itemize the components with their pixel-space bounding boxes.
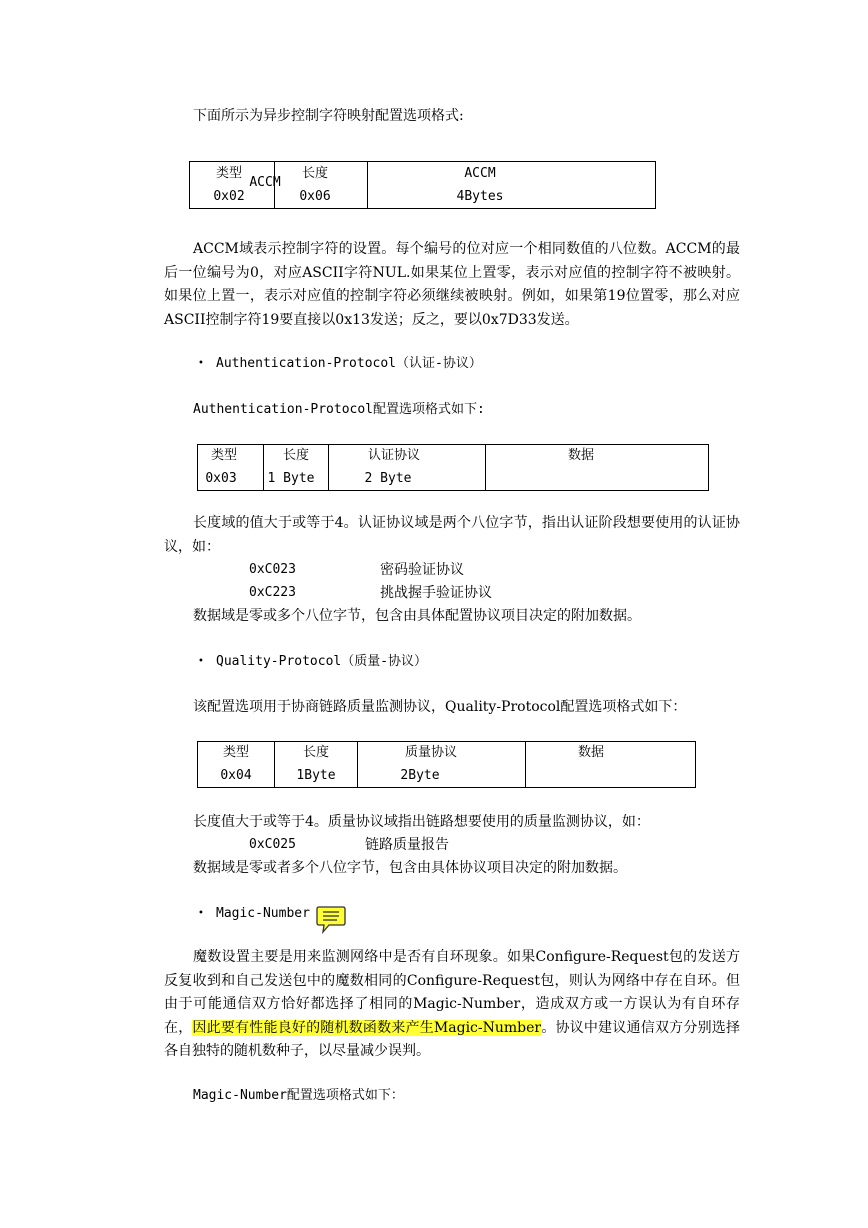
quality-type-value: 0x04 [220,768,252,783]
bullet-icon: • [198,908,204,919]
quality-protocol-value: 2Byte [400,768,440,783]
auth-format-table [197,444,709,491]
quality-format-table [197,741,696,788]
intro-text: 下面所示为异步控制字符映射配置选项格式: [193,108,464,124]
comment-note-icon[interactable] [315,904,347,934]
auth-protocol-value: 2 Byte [364,471,412,486]
quality-length-value: 1Byte [296,768,336,783]
protocol-code: 0xC025 [249,837,296,852]
auth-format-line: Authentication-Protocol配置选项格式如下: [193,402,485,417]
magic-format-line: Magic-Number配置选项格式如下： [193,1088,404,1103]
auth-type-header: 类型 [210,448,237,463]
magic-description-text: 魔数设置主要是用来监测网络中是否有自环现象。如果Configure-Request包的发送方反复收到和自己发送包中的魔数相同的Configure-Request包，则认为网络中存在自环。但由于可能通信双方恰好都选择了相同的Magic-Number，造成双方或一方误认为有自环存在， [164,949,740,1036]
auth-length-header: 长度 [282,448,309,463]
quality-length-description: 长度值大于或等于4。质量协议域指出链路想要使用的质量监测协议，如： [193,814,650,830]
accm-overlay-label: ACCM [249,175,281,190]
auth-data-description: 数据域是零或多个八位字节，包含由具体配置协议项目决定的附加数据。 [193,608,641,624]
quality-type-header: 类型 [222,745,249,760]
auth-length-description [164,512,740,559]
auth-protocol-header: 认证协议 [367,448,420,463]
quality-data-header: 数据 [577,745,604,760]
auth-heading: Authentication-Protocol（认证-协议） [216,356,482,371]
type-value: 0x02 [213,189,245,204]
magic-description-end: 。协议中建议通信双方分别选择各自独特的随机数种子，以尽量减少误判。 [164,1019,740,1059]
protocol-name: 密码验证协议 [380,562,464,578]
protocol-code: 0xC223 [249,585,296,600]
table-divider [367,162,368,208]
highlighted-text: 因此要有性能良好的随机数函数来产生Magic-Number [192,1019,542,1036]
length-value: 0x06 [299,189,331,204]
accm-field-header: ACCM [464,166,496,181]
auth-length-value: 1 Byte [267,471,315,486]
bullet-icon: • [198,358,204,369]
magic-heading: Magic-Number [216,906,310,921]
bullet-icon: • [198,656,204,667]
length-header: 长度 [301,166,328,181]
protocol-name: 链路质量报告 [365,837,449,853]
quality-protocol-header: 质量协议 [404,745,457,760]
quality-data-description: 数据域是零或者多个八位字节，包含由具体协议项目决定的附加数据。 [193,860,627,876]
accm-description [164,238,740,332]
type-header: 类型 [215,166,242,181]
auth-length-description-text: 长度域的值大于或等于4。认证协议域是两个八位字节，指出认证阶段想要使用的认证协议，如： [164,515,740,555]
magic-description [164,946,740,1064]
quality-format-line: 该配置选项用于协商链路质量监测协议，Quality-Protocol配置选项格式如下： [193,699,687,715]
auth-type-value: 0x03 [205,471,237,486]
accm-field-value: 4Bytes [456,189,504,204]
quality-heading: Quality-Protocol（质量-协议） [216,654,428,669]
quality-length-header: 长度 [302,745,329,760]
accm-format-table [189,161,656,209]
accm-description-text: ACCM域表示控制字符的设置。每个编号的位对应一个相同数值的八位数。ACCM的最后一位编号为0，对应ASCII字符NUL.如果某位上置零，表示对应值的控制字符不被映射。如果位上置一，表示对应值的控制字符必须继续被映射。例如，如果第19位置零，那么对应ASCII控制字符19要直接以0x13发送；反之，要以0x7D33发送。 [164,241,740,328]
protocol-code: 0xC023 [249,562,296,577]
auth-data-header: 数据 [567,448,594,463]
protocol-name: 挑战握手验证协议 [380,585,492,601]
